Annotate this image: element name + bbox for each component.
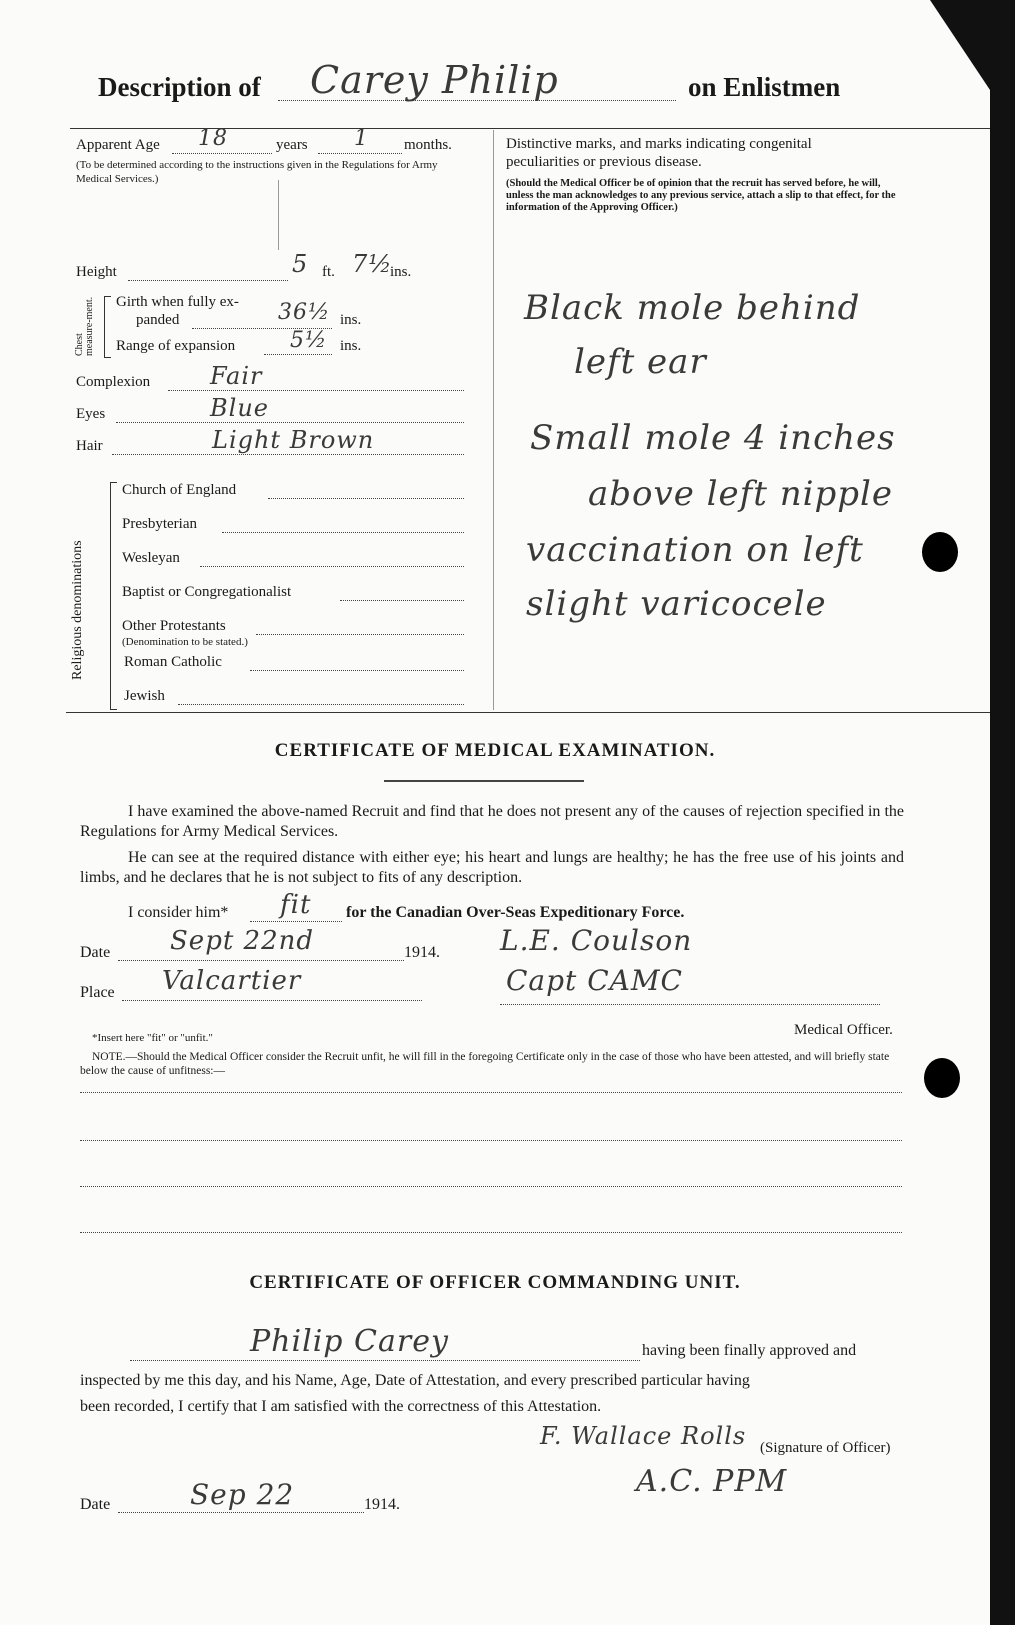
complexion-dots: [168, 390, 464, 391]
eyes-label: Eyes: [76, 406, 106, 422]
ft-label: ft.: [322, 264, 335, 280]
range-ins-label: ins.: [340, 338, 362, 354]
folded-corner: [930, 0, 990, 90]
place-dots: [122, 1000, 422, 1001]
scan-edge: [990, 0, 1015, 1625]
medical-cert-title: CERTIFICATE OF MEDICAL EXAMINATION.: [274, 740, 716, 761]
religion-brace: [110, 482, 117, 710]
oc-date-year: 1914.: [364, 1496, 400, 1513]
mark-line-5: vaccination on left: [526, 530, 864, 570]
hair-value: Light Brown: [212, 426, 375, 454]
column-divider: [493, 130, 494, 710]
height-in-value: 7½: [352, 250, 393, 278]
consider-label: I consider him*: [128, 904, 229, 921]
height-ins-label: ins.: [390, 264, 412, 280]
girth-value: 36½: [278, 300, 331, 325]
consider-value: fit: [280, 890, 312, 920]
denom-presbyterian: Presbyterian: [122, 516, 197, 532]
consider-dots: [250, 921, 342, 922]
oc-rank: A.C. PPM: [636, 1464, 788, 1499]
unfit-line-2: [80, 1140, 902, 1141]
religious-label: Religious denominations: [70, 540, 85, 680]
denom-dots-5: [250, 670, 464, 671]
years-label: years: [276, 137, 308, 153]
medical-officer-signature: L.E. Coulson: [500, 924, 693, 957]
chest-brace: [104, 296, 111, 358]
height-dots: [128, 280, 288, 281]
title-suffix: on Enlistmen: [688, 72, 841, 102]
medical-p2: He can see at the required distance with either eye; his heart and lungs are healthy; he has the free use of his joints and limbs, and he declares that he is not subject to fits of any description.: [80, 849, 904, 886]
officer-cert-title: CERTIFICATE OF OFFICER COMMANDING UNIT.: [249, 1272, 741, 1293]
medical-officer-rank: Capt CAMC: [506, 964, 683, 997]
punch-hole-top: [922, 532, 958, 572]
marks-heading-2: peculiarities or previous disease.: [506, 154, 702, 170]
denom-dots-0: [268, 498, 464, 499]
denom-dots-6: [178, 704, 464, 705]
marks-heading-1: Distinctive marks, and marks indicating congenital: [506, 136, 812, 152]
girth-ins-label: ins.: [340, 312, 362, 328]
chest-label: Chest measure-ment.: [74, 296, 95, 356]
recruit-name-handwritten: Carey Philip: [310, 58, 559, 102]
mark-line-4: above left nipple: [588, 474, 893, 514]
unfit-line-4: [80, 1232, 902, 1233]
unfit-line-1: [80, 1092, 902, 1093]
eyes-dots: [116, 422, 464, 423]
medical-note: NOTE.—Should the Medical Officer consider the Recruit unfit, he will fill in the foregoing Certificate only in the case of those who have been attested, and will briefly state below the cause of unfitness:—: [80, 1051, 890, 1077]
medical-date-year: 1914.: [404, 944, 440, 961]
oc-line1: having been finally approved and: [642, 1342, 857, 1359]
range-label: Range of expansion: [116, 338, 236, 354]
denom-church-of-england: Church of England: [122, 482, 237, 498]
age-note: (To be determined according to the instructions given in the Regulations for Army Medical Services.): [76, 159, 438, 185]
place-value: Valcartier: [162, 966, 302, 996]
hair-label: Hair: [76, 438, 103, 454]
marks-note: (Should the Medical Officer be of opinion that the recruit has served before, he will, unless the man acknowledges to any previous service, attach a slip to that effect, for the information of the Approving Officer.): [506, 178, 896, 213]
mark-line-2: left ear: [574, 342, 707, 382]
medical-officer-label: Medical Officer.: [794, 1022, 893, 1038]
age-years-value: 18: [198, 126, 228, 151]
denom-jewish: Jewish: [124, 688, 165, 704]
mark-line-3: Small mole 4 inches: [530, 418, 896, 458]
denom-dots-3: [340, 600, 464, 601]
medical-date-label: Date: [80, 944, 111, 961]
eyes-value: Blue: [210, 394, 269, 422]
oc-recruit-name: Philip Carey: [250, 1324, 449, 1359]
medical-date-dots: [118, 960, 404, 961]
medical-p1: I have examined the above-named Recruit and find that he does not present any of the causes of rejection specified in the Regulations for Army Medical Services.: [80, 803, 904, 840]
months-label: months.: [404, 137, 452, 153]
denom-dots-4: [256, 634, 464, 635]
force-text: for the Canadian Over-Seas Expeditionary Force.: [346, 904, 685, 921]
height-label: Height: [76, 264, 117, 280]
oc-date-dots: [118, 1512, 364, 1513]
age-label: Apparent Age: [76, 137, 160, 153]
denom-baptist: Baptist or Congregationalist: [122, 584, 292, 600]
oc-signature: F. Wallace Rolls: [540, 1422, 747, 1450]
complexion-label: Complexion: [76, 374, 151, 390]
oc-line3: been recorded, I certify that I am satisfied with the correctness of this Attestation.: [80, 1398, 602, 1415]
age-months-dots: [318, 153, 402, 154]
title-prefix: Description of: [98, 72, 261, 102]
oc-signature-label: (Signature of Officer): [760, 1440, 891, 1456]
denom-dots-2: [200, 566, 464, 567]
unfit-line-3: [80, 1186, 902, 1187]
girth-label-1: Girth when fully ex-: [116, 294, 239, 310]
title-ornament: [384, 780, 584, 782]
girth-label-2: panded: [136, 312, 180, 328]
oc-line2: inspected by me this day, and his Name, Age, Date of Attestation, and every prescribed particular having: [80, 1372, 750, 1389]
range-value: 5½: [290, 328, 328, 353]
denom-note: (Denomination to be stated.): [122, 636, 248, 648]
oc-date-value: Sep 22: [190, 1478, 295, 1511]
place-label: Place: [80, 984, 115, 1001]
age-years-dots: [172, 153, 272, 154]
punch-hole-bottom: [924, 1058, 960, 1098]
age-months-value: 1: [354, 126, 369, 151]
height-ft-value: 5: [292, 250, 309, 278]
section-rule-1: [66, 712, 990, 713]
age-divider: [278, 180, 279, 250]
hair-dots: [112, 454, 464, 455]
oc-name-dots: [130, 1360, 640, 1361]
mark-line-6: slight varicocele: [526, 584, 827, 624]
oc-date-label: Date: [80, 1496, 111, 1513]
denom-wesleyan: Wesleyan: [122, 550, 180, 566]
officer-sign-dots: [500, 1004, 880, 1005]
mark-line-1: Black mole behind: [524, 288, 861, 328]
denom-dots-1: [222, 532, 464, 533]
insert-note: *Insert here "fit" or "unfit.": [92, 1032, 213, 1044]
denom-other-protestants: Other Protestants: [122, 618, 226, 634]
medical-date-value: Sept 22nd: [170, 926, 315, 956]
complexion-value: Fair: [210, 362, 263, 390]
denom-roman-catholic: Roman Catholic: [124, 654, 222, 670]
range-dots: [264, 354, 332, 355]
